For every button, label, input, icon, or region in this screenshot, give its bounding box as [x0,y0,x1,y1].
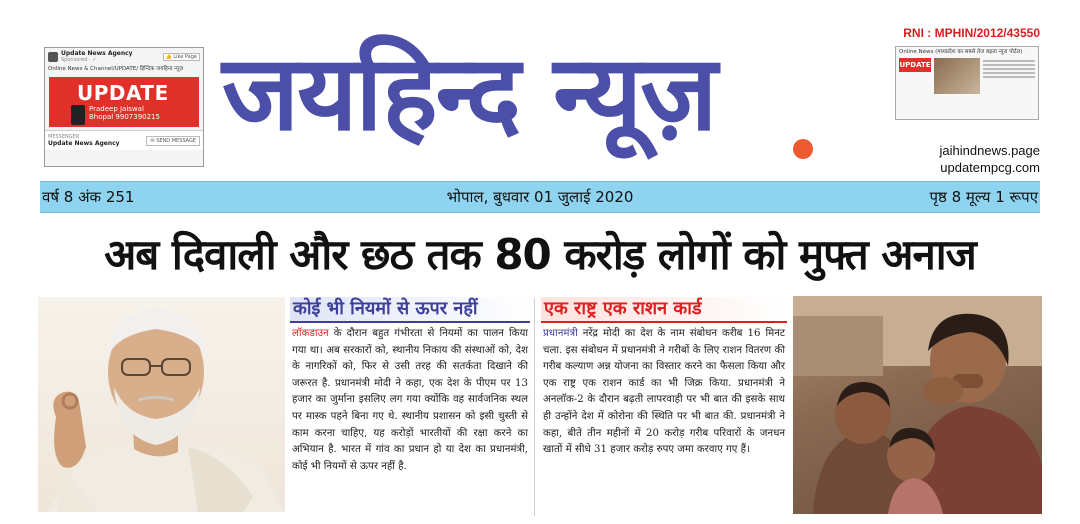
article-rules [290,297,530,517]
leader-photo [38,297,285,512]
ad-agency-name: Update News Agency [61,50,133,57]
site-link-1[interactable]: jaihindnews.page [939,143,1040,158]
rni-number: RNI : MPHIN/2012/43550 [903,26,1040,40]
article-rules-title: कोई भी नियमों से ऊपर नहीं [290,297,530,323]
like-page-button[interactable]: 👍 Like Page [163,53,201,61]
ad-right-header: Online News (मध्यप्रदेश का सबसे तेज बढ़ता न्यूज पोर्टल) [899,49,1023,55]
ad-right-banner: UPDATE [899,58,931,72]
ad-description: Online News & Channel/UPDATE/ हिन्दिक जयहिन्द न्यूज़ [48,66,184,72]
main-headline: अब दिवाली और छठ तक 80 करोड़ लोगों को मुफ्त अनाज [104,230,976,279]
ad-contact [89,106,160,121]
ad-banner-text: UPDATE [77,81,169,106]
ad-right-text-lines [983,58,1035,94]
logo-dot [793,139,813,159]
leader-photo-illustration [38,297,285,512]
ad-footer-agency: Update News Agency [48,140,120,148]
phone-icon [71,105,85,125]
ad-banner [49,77,199,127]
website-links [940,142,1040,176]
page-avatar [48,52,58,62]
newspaper-logo: जयहिन्द न्यूज़ [222,32,716,154]
send-message-button[interactable]: ✉ SEND MESSAGE [146,136,200,146]
article-ration-card-title: एक राष्ट्र एक राशन कार्ड [541,297,787,323]
page-price: पृष्ठ 8 मूल्य 1 रूपए [929,188,1038,206]
issue-info-band [40,181,1040,213]
issue-number: वर्ष 8 अंक 251 [42,188,135,206]
article-rules-lead: लॉकडाउन [292,328,329,339]
issue-date: भोपाल, बुधवार 01 जुलाई 2020 [446,188,634,206]
article-ration-card-text: नरेंद्र मोदी का देश के नाम संबोधन करीब 16 मिनट चला. इस संबोधन में प्रधानमंत्री ने गरीबों के लिए राशन वितरण की गरीब कल्याण अन्न योजना का विस्तार करने का फैसला किया और एक राष्ट्र एक राशन कार्ड का भी जिक्र किया. प्रधानमंत्री ने अनलॉक-2 के दौरान बढ़ती लापरवाही पर भी बात की इसके साथ ही उन्होंने देश में कोरोना की स्थिति पर भी बात की. प्रधानमंत्री ने कहा, बीते तीन महीनों में 20 करोड़ गरीब परिवारों के जनधन खातों में सीधे 31 हजार करोड़ रुपए जमा करवाए गए हैं। [543,328,785,456]
ad-right-photo [934,58,980,94]
article-rules-text: के दौरान बहुत गंभीरता से नियमों का पालन किया गया था। अब सरकारों को, स्थानीय निकाय की संस्थाओं को, देश के नागरिकों को, फिर से उसी तरह की सतर्कता दिखाने की जरूरत है. प्रधानमंत्री मोदी ने कहा, एक देश के पीएम पर 13 हजार का जुर्माना इसलिए लग गया क्योंकि वह सार्वजनिक स्थल पर मास्क पहने बिना गए थे. स्थानीय प्रशासन को इसी चुस्ती से काम करना चाहिए, यह करोड़ों भारतीयों की रक्षा करने का अभियान है. भारत में गांव का प्रधान हो या देश का प्रधानमंत्री, कोई भी नियमों से ऊपर नहीं है. [292,328,528,472]
article-ration-card-lead: प्रधानमंत्री [543,328,578,339]
messenger-label: MESSENGER [48,134,80,141]
right-advertisement[interactable] [895,46,1039,120]
ad-header [45,48,203,65]
article-ration-card [541,297,787,517]
left-advertisement[interactable] [44,47,204,167]
family-photo-illustration [793,296,1042,514]
ad-contact-name: Pradeep Jaiswal [89,105,144,114]
site-link-2[interactable]: updatempcg.com [940,160,1040,175]
ad-sponsored-label: Sponsored · ✓ [61,57,97,63]
family-photo [793,296,1042,514]
article-ration-card-body [541,323,787,459]
column-divider [534,298,535,516]
ad-footer [45,130,203,150]
ad-contact-phone: Bhopal 9907390215 [89,112,160,121]
article-rules-body [290,323,530,475]
